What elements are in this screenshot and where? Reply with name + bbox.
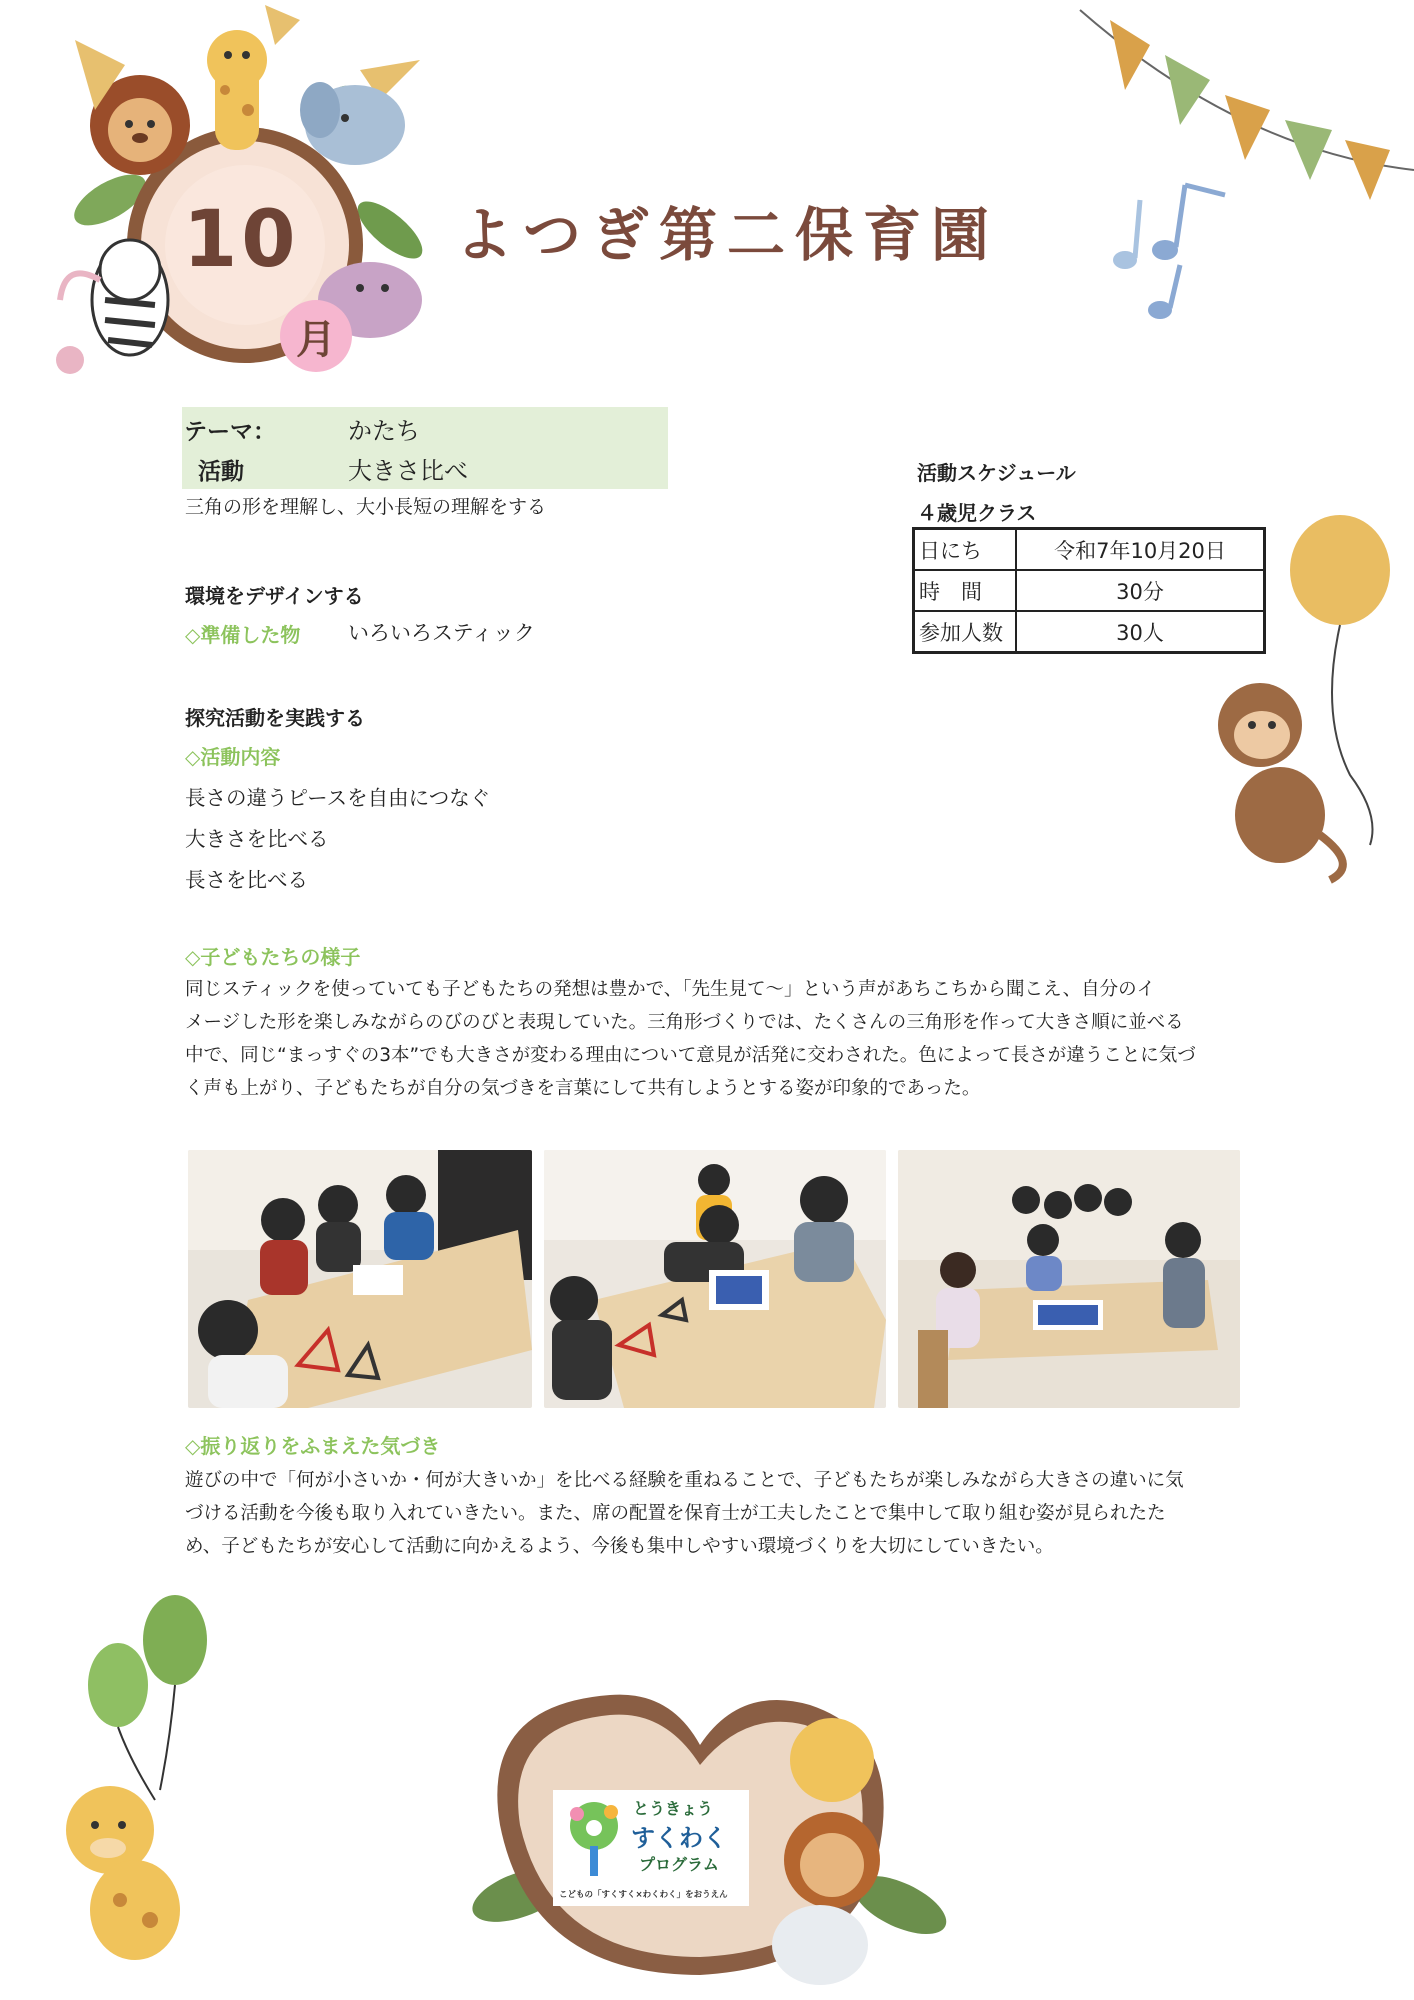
theme-label: テーマ：: [184, 419, 276, 445]
activity-label: 活動: [198, 459, 244, 485]
paragraph-line: づける活動を今後も取り入れていきたい。また、席の配置を保育士が工夫したことで集中して取り組む姿が見られたた: [185, 1503, 1166, 1524]
row-value: 30人: [1016, 611, 1265, 653]
reflection-label: ◇振り返りをふまえた気づき: [185, 1434, 441, 1458]
children-label: ◇子どもたちの様子: [185, 945, 361, 969]
list-item: 大きさを比べる: [185, 827, 329, 851]
logo-line-2: すくわく: [631, 1824, 727, 1852]
paragraph-line: 遊びの中で「何が小さいか・何が大きいか」を比べる経験を重ねることで、子どもたちが楽しみながら大きさの違いに気: [185, 1470, 1184, 1491]
paragraph-line: く声も上がり、子どもたちが自分の気づきを言葉にして共有しようとする姿が印象的であった。: [185, 1078, 981, 1099]
paragraph-line: め、子どもたちが安心して活動に向かえるよう、今後も集中しやすい環境づくりを大切にしていきたい。: [185, 1536, 1054, 1557]
paragraph-line: 同じスティックを使っていても子どもたちの発想は豊かで、「先生見て〜」という声があちこちから聞こえ、自分のイ: [185, 979, 1156, 1000]
list-item: 長さを比べる: [185, 868, 308, 892]
balloon-giraffe-illustration: [30, 1590, 280, 1970]
schedule-title: 活動スケジュール: [917, 461, 1076, 485]
children-paragraph: [185, 973, 1275, 1105]
logo-line-3: プログラム: [639, 1855, 719, 1874]
row-value: 30分: [1016, 570, 1265, 611]
list-item: 長さの違うピースを自由につなぐ: [185, 786, 491, 810]
balloon-monkey-illustration: [1200, 515, 1414, 885]
activity-photo-1: [188, 1150, 532, 1408]
activity-photo-3: [898, 1150, 1240, 1408]
paragraph-line: メージした形を楽しみながらのびのびと表現していた。三角形づくりでは、たくさんの三角形を作って大きさ順に並べる: [185, 1012, 1184, 1033]
row-value: 令和7年10月20日: [1016, 529, 1265, 571]
row-label: 日にち: [914, 529, 1017, 571]
school-name-title: よつぎ第二保育園: [455, 201, 1000, 269]
activity-photo-2: [544, 1150, 886, 1408]
logo-line-1: とうきょう: [633, 1799, 714, 1818]
month-number: 10: [183, 195, 300, 285]
row-label: 時 間: [914, 570, 1017, 611]
paragraph-line: 中で、同じ“まっすぐの3本”でも大きさが変わる理由について意見が活発に交わされた。色によって長さが違うことに気づ: [185, 1045, 1196, 1066]
tree-logo-icon: [559, 1796, 629, 1881]
environment-heading: 環境をデザインする: [185, 584, 364, 608]
activity-content-list: [185, 778, 490, 901]
activity-goal: 三角の形を理解し、大小長短の理解をする: [185, 496, 547, 518]
schedule-class: ４歳児クラス: [917, 501, 1037, 525]
reflection-paragraph: [185, 1464, 1275, 1563]
activity-value: 大きさ比べ: [348, 457, 468, 485]
prepared-value: いろいろスティック: [348, 621, 535, 645]
inquiry-heading: 探究活動を実践する: [185, 706, 365, 730]
logo-tagline: こどもの「すくすく×わくわく」をおうえん: [559, 1890, 728, 1900]
month-badge: 月: [280, 300, 352, 372]
music-notes-icon: [1105, 180, 1235, 330]
prepared-label: ◇準備した物: [185, 623, 301, 647]
sukuwaku-logo: [553, 1790, 749, 1906]
row-label: 参加人数: [914, 611, 1017, 653]
theme-value: かたち: [348, 417, 420, 445]
activity-content-label: ◇活動内容: [185, 745, 281, 769]
